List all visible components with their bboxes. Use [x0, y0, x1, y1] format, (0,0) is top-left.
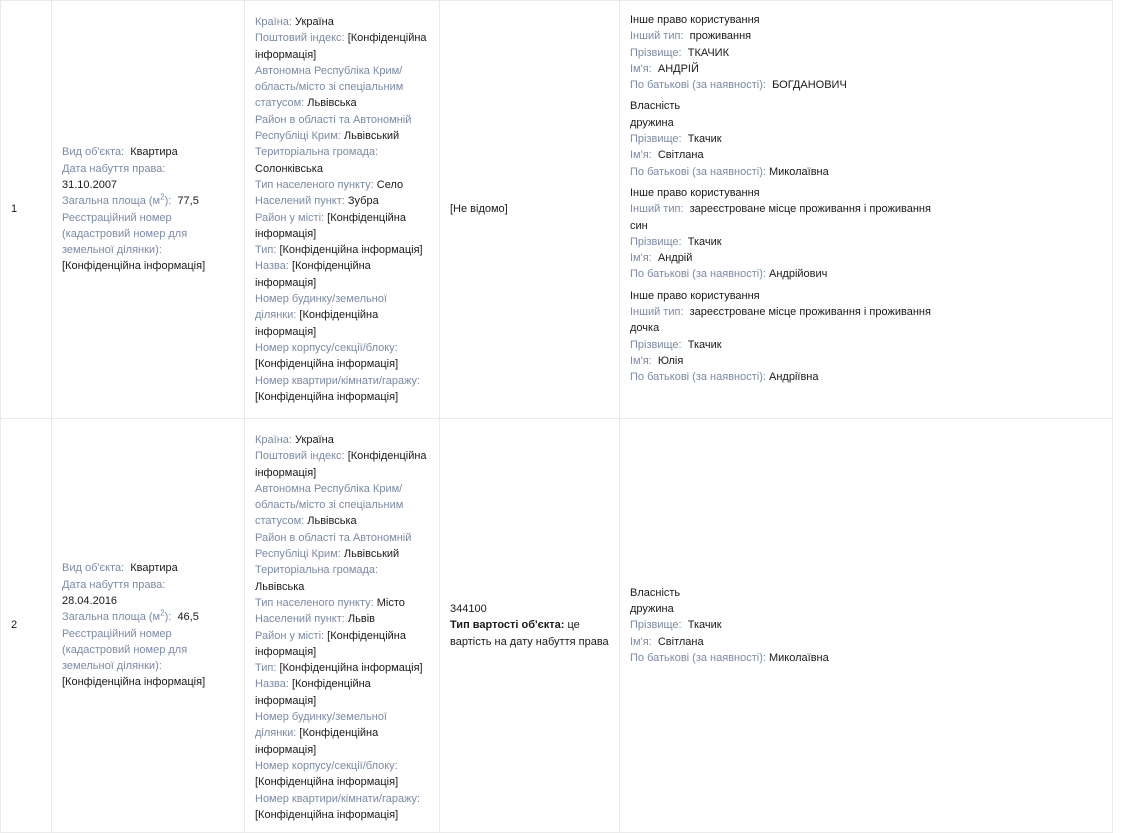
cadastral-number-label: Реєстраційний номер (кадастровий номер для земельної ділянки): — [62, 627, 188, 673]
address-field: Територіальна громада: Львівська — [255, 564, 379, 593]
address-field: Район у місті: [Конфіденційна інформація] — [255, 629, 406, 658]
table-row — [1, 1, 1113, 419]
rights-cell — [620, 419, 1113, 833]
object-type-value: Квартира — [130, 146, 178, 159]
right-holder: Інше право користування Інший тип: зареєстроване місце проживання і проживання син Прізвище: Ткачик Ім'я: Андрій По батькові (за наявності): Андрійович — [630, 185, 1102, 283]
address-field: Номер квартири/кімнати/гаражу: [Конфіденційна інформація] — [255, 374, 421, 403]
object-type-label: Вид об'єкта: — [62, 562, 125, 575]
right-holder: Інше право користування Інший тип: зареєстроване місце проживання і проживання дочка Прізвище: Ткачик Ім'я: Юлія По батькові (за наявності): Андріївна — [630, 288, 1102, 386]
address-field: Номер будинку/земельної ділянки: [Конфіденційна інформація] — [255, 711, 387, 756]
cost-cell — [440, 1, 620, 419]
right-holder: Власність дружина Прізвище: Ткачик Ім'я: Світлана По батькові (за наявності): Миколаївна — [630, 585, 1102, 666]
table-row — [1, 419, 1113, 833]
address-field: Тип населеного пункту: Місто — [255, 596, 405, 609]
acquisition-date-value: 31.10.2007 — [62, 178, 118, 191]
cadastral-number-label: Реєстраційний номер (кадастровий номер для земельної ділянки): — [62, 211, 188, 257]
address-field: Країна: Україна — [255, 434, 334, 446]
area-label: Загальна площа $(м^2)$: — [62, 608, 172, 624]
object-cell — [52, 1, 245, 419]
acquisition-date-value: 28.04.2016 — [62, 594, 118, 607]
cost-value: 344100 — [450, 603, 487, 616]
address-cell — [245, 1, 440, 419]
relation: дочка — [630, 322, 660, 335]
relation: дружина — [630, 603, 674, 616]
address-field: Номер корпусу/секції/блоку: [Конфіденційна інформація] — [255, 759, 399, 789]
object-type-label: Вид об'єкта: — [62, 146, 125, 159]
address-field: Автономна Республіка Крим/ область/місто зі спеціальним статусом: Львівська — [255, 482, 404, 528]
address-field: Тип: [Конфіденційна інформація] — [255, 662, 423, 675]
address-field: Територіальна громада: Солонківська — [255, 146, 379, 175]
right-holder: Інше право користування Інший тип: проживання Прізвище: ТКАЧИК Ім'я: АНДРІЙ По батькові (за наявності): БОГДАНОВИЧ — [630, 12, 1102, 93]
address-field: Населений пункт: Львів — [255, 613, 375, 626]
address-field: Поштовий індекс: [Конфіденційна інформація] — [255, 450, 427, 479]
cadastral-number-value: [Конфіденційна інформація] — [62, 260, 206, 273]
right-type: Інше право користування — [630, 14, 760, 26]
right-type: Власність — [630, 100, 681, 113]
relation: син — [630, 219, 648, 232]
address-field: Автономна Республіка Крим/ область/місто зі спеціальним статусом: Львівська — [255, 64, 404, 110]
area-value: 77,5 — [177, 195, 199, 208]
row-number: 1 — [1, 1, 52, 419]
address-field: Назва: [Конфіденційна інформація] — [255, 260, 371, 289]
address-cell — [245, 419, 440, 833]
cost-type-label: Тип вартості об'єкта: — [450, 619, 565, 632]
address-field: Район в області та Автономній Республіці Крим: Львівський — [255, 113, 412, 143]
address-field: Населений пункт: Зубра — [255, 195, 379, 208]
address-field: Країна: Україна — [255, 16, 334, 28]
area-value: 46,5 — [177, 611, 199, 624]
address-field: Назва: [Конфіденційна інформація] — [255, 678, 371, 707]
right-type: Інше право користування — [630, 289, 760, 302]
cadastral-number-value: [Конфіденційна інформація] — [62, 676, 206, 689]
right-type: Власність — [630, 586, 681, 599]
address-field: Тип населеного пункту: Село — [255, 178, 404, 191]
address-field: Тип: [Конфіденційна інформація] — [255, 244, 423, 257]
acquisition-date-label: Дата набуття права: — [62, 578, 166, 591]
address-field: Номер будинку/земельної ділянки: [Конфіденційна інформація] — [255, 293, 387, 338]
right-holder: Власність дружина Прізвище: Ткачик Ім'я: Світлана По батькові (за наявності): Миколаївна — [630, 98, 1102, 179]
address-field: Район в області та Автономній Республіці Крим: Львівський — [255, 531, 412, 561]
cost-type-value: це вартість на дату набуття права — [450, 619, 609, 648]
acquisition-date-label: Дата набуття права: — [62, 162, 166, 175]
area-label: Загальна площа $(м^2)$: — [62, 192, 172, 208]
address-field: Район у місті: [Конфіденційна інформація] — [255, 211, 406, 240]
right-type: Інше право користування — [630, 186, 760, 199]
address-field: Номер корпусу/секції/блоку: [Конфіденційна інформація] — [255, 341, 399, 371]
address-field: Поштовий індекс: [Конфіденційна інформація] — [255, 32, 427, 61]
address-field: Номер квартири/кімнати/гаражу: [Конфіденційна інформація] — [255, 792, 421, 821]
relation: дружина — [630, 116, 674, 129]
rights-cell — [620, 1, 1113, 419]
row-number: 2 — [1, 419, 52, 833]
cost-value: [Не відомо] — [450, 203, 508, 216]
cost-cell — [440, 419, 620, 833]
object-cell — [52, 419, 245, 833]
object-type-value: Квартира — [130, 562, 178, 575]
